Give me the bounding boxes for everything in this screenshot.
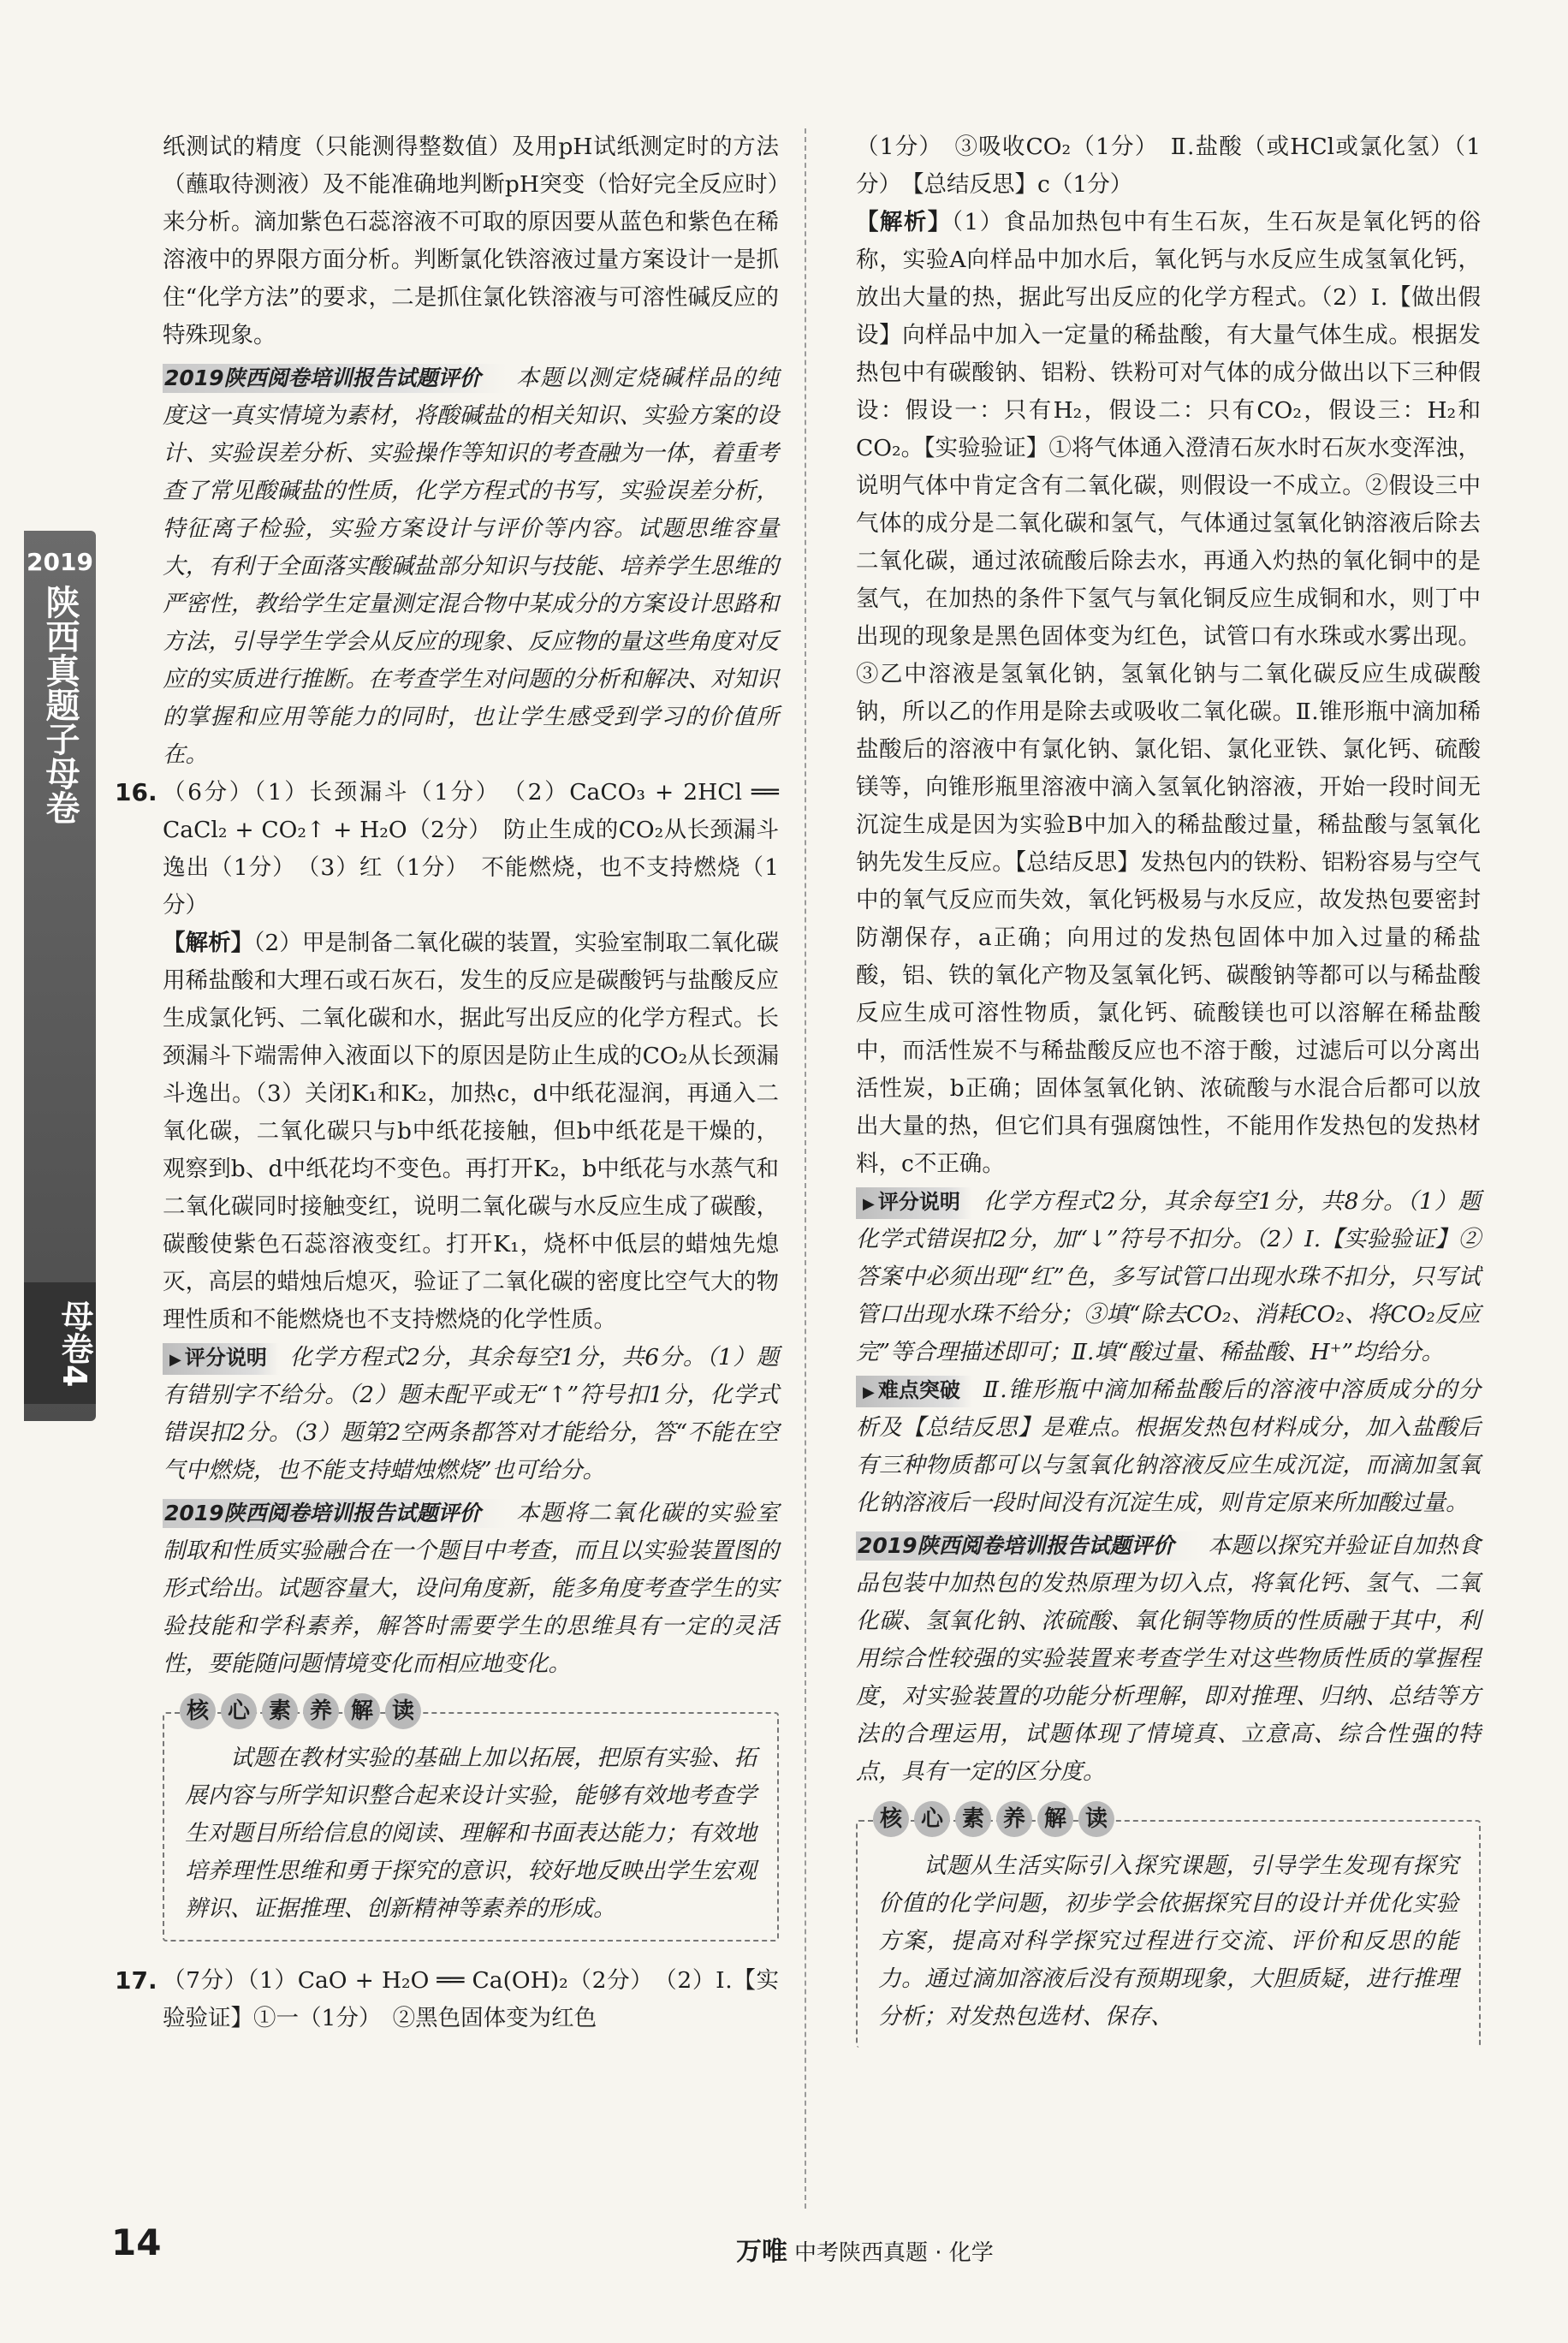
footer-text bbox=[736, 2230, 994, 2268]
report-tag-3: 2019陕西阅卷培训报告试题评价 bbox=[856, 1531, 1200, 1561]
report-evaluation-1 bbox=[163, 360, 779, 774]
report-tag-1: 2019陕西阅卷培训报告试题评价 bbox=[163, 364, 507, 393]
core-char: 读 bbox=[1078, 1801, 1114, 1837]
q17-answer: （7分）（1）CaO + H₂O ══ Ca(OH)₂（2分） （2）Ⅰ.【实验验证】①一（1分） ②黑色固体变为红色 bbox=[163, 1967, 779, 2031]
sidebar-subtitle: 母卷4 bbox=[24, 1282, 96, 1404]
right-paragraph-1: （1分） ③吸收CO₂（1分） Ⅱ.盐酸（或HCl或氯化氢）（1分） 【总结反思】c（1分） bbox=[856, 134, 1481, 198]
question-16 bbox=[115, 774, 779, 1490]
scoring-tag: ▶ 评分说明 bbox=[163, 1343, 279, 1375]
core-char: 心 bbox=[914, 1801, 950, 1837]
page-footer bbox=[0, 2221, 1568, 2273]
core-literacy-text-right: 试题从生活实际引入探究课题，引导学生发现有探究价值的化学问题，初步学会依据探究目的设计并优化实验方案，提高对科学探究过程进行交流、评价和反思的能力。通过滴加溶液后没有预期现象，大胆质疑，进行推理分析；对发热包选材、保存、 bbox=[878, 1852, 1458, 2030]
core-char: 核 bbox=[180, 1693, 216, 1729]
sidebar-tab bbox=[24, 531, 96, 1421]
difficulty-text: Ⅱ.锥形瓶中滴加稀盐酸后的溶液中溶质成分的分析及【总结反思】是难点。根据发热包材料成分，加入盐酸后有三种物质都可以与氢氧化钠溶液反应生成沉淀，而滴加氢氧化钠溶液后一段时间没有沉淀生成，则肯定原来所加酸过量。 bbox=[856, 1377, 1481, 1516]
left-paragraph-1: 纸测试的精度（只能测得整数值）及用pH试纸测定时的方法（蘸取待测液）及不能准确地判断pH突变（恰好完全反应时）来分析。滴加紫色石蕊溶液不可取的原因要从蓝色和紫色在稀溶液中的界限方面分析。判断氯化铁溶液过量方案设计一是抓住“化学方法”的要求，二是抓住氯化铁溶液与可溶性碱反应的特殊现象。 bbox=[163, 134, 779, 348]
q16-scoring-text: 化学方程式2分，其余每空1分，共6分。（1）题有错别字不给分。（2）题未配平或无“↑”符号扣1分，化学式错误扣2分。（3）题第2空两条都答对才能给分，答“不能在空气中燃烧，也不能支持蜡烛燃烧”也可给分。 bbox=[163, 1344, 779, 1484]
q16-scoring bbox=[163, 1339, 779, 1490]
report-text-2: 本题将二氧化碳的实验室制取和性质实验融合在一个题目中考查，而且以实验装置图的形式给出。试题容量大，设问角度新，能多角度考查学生的实验技能和学科素养，解答时需要学生的思维具有一定的灵活性，要能随问题情境变化而相应地变化。 bbox=[163, 1500, 779, 1677]
report-text-3: 本题以探究并验证自加热食品包装中加热包的发热原理为切入点，将氧化钙、氢气、二氧化碳、氢氧化钠、浓硫酸、氧化铜等物质的性质融于其中，利用综合性较强的实验装置来考查学生对这些物质性质的掌握程度，对实验装置的功能分析理解，即对推理、归纳、总结等方法的合理运用，试题体现了情境真、立意高、综合性强的特点，具有一定的区分度。 bbox=[856, 1532, 1481, 1785]
core-char: 解 bbox=[344, 1693, 380, 1729]
core-char: 核 bbox=[873, 1801, 909, 1837]
footer-title: 中考陕西真题 · 化学 bbox=[794, 2240, 994, 2266]
difficulty-breakthrough bbox=[856, 1371, 1481, 1522]
core-char: 素 bbox=[955, 1801, 991, 1837]
right-column bbox=[856, 128, 1481, 2068]
left-column bbox=[115, 128, 779, 2037]
question-17 bbox=[115, 1962, 779, 2037]
q16-answer: （6分）（1）长颈漏斗（1分） （2）CaCO₃ + 2HCl ══ CaCl₂ + CO₂↑ + H₂O（2分） 防止生成的CO₂从长颈漏斗逸出（1分） （3）红（1分） 不能燃烧，也不支持燃烧（1分） bbox=[163, 779, 779, 919]
right-scoring bbox=[856, 1183, 1481, 1371]
report-evaluation-2 bbox=[163, 1495, 779, 1683]
core-literacy-box-left bbox=[163, 1698, 779, 1942]
brand-logo: 万唯 bbox=[736, 2237, 787, 2267]
difficulty-tag: ▶ 难点突破 bbox=[856, 1376, 972, 1407]
q16-analysis bbox=[163, 925, 779, 1339]
right-analysis bbox=[856, 204, 1481, 1183]
column-divider bbox=[805, 128, 806, 2209]
core-char: 解 bbox=[1037, 1801, 1073, 1837]
core-char: 养 bbox=[996, 1801, 1032, 1837]
right-scoring-text: 化学方程式2分，其余每空1分，共8分。（1）题化学式错误扣2分，加“↓”符号不扣分。（2）Ⅰ.【实验验证】②答案中必须出现“红”色，多写试管口出现水珠不扣分，只写试管口出现水珠不给分；③填“除去CO₂、消耗CO₂、将CO₂反应完”等合理描述即可；Ⅱ.填“酸过量、稀盐酸、H⁺”均给分。 bbox=[856, 1188, 1481, 1365]
report-tag-2: 2019陕西阅卷培训报告试题评价 bbox=[163, 1499, 507, 1528]
question-number-16: 16. bbox=[115, 778, 157, 806]
q16-analysis-text: （2）甲是制备二氧化碳的装置，实验室制取二氧化碳用稀盐酸和大理石或石灰石，发生的反应是碳酸钙与盐酸反应生成氯化钙、二氧化碳和水，据此写出反应的化学方程式。长颈漏斗下端需伸入液面以下的原因是防止生成的CO₂从长颈漏斗逸出。（3）关闭K₁和K₂，加热c，d中纸花湿润，再通入二氧化碳，二氧化碳只与b中纸花接触，但b中纸花是干燥的，观察到b、d中纸花均不变色。再打开K₂，b中纸花与水蒸气和二氧化碳同时接触变红，说明二氧化碳与水反应生成了碳酸，碳酸使紫色石蕊溶液变红。打开K₁，烧杯中低层的蜡烛先熄灭，高层的蜡烛后熄灭，验证了二氧化碳的密度比空气大的物理性质和不能燃烧也不支持燃烧的化学性质。 bbox=[163, 930, 779, 1333]
analysis-label: 【解析】 bbox=[856, 209, 952, 235]
question-number-17: 17. bbox=[115, 1966, 157, 1995]
right-analysis-text: （1）食品加热包中有生石灰，生石灰是氧化钙的俗称，实验A向样品中加水后，氧化钙与水反应生成氢氧化钙，放出大量的热，据此写出反应的化学方程式。（2）Ⅰ.【做出假设】向样品中加入一定量的稀盐酸，有大量气体生成。根据发热包中有碳酸钠、铝粉、铁粉可对气体的成分做出以下三种假设：假设一：只有H₂，假设二：只有CO₂，假设三：H₂和CO₂。【实验验证】①将气体通入澄清石灰水时石灰水变浑浊，说明气体中肯定含有二氧化碳，则假设一不成立。②假设三中气体的成分是二氧化碳和氢气，气体通过氢氧化钠溶液后除去二氧化碳，通过浓硫酸后除去水，再通入灼热的氧化铜中的是氢气，在加热的条件下氢气与氧化铜反应生成铜和水，则丁中出现的现象是黑色固体变为红色，试管口有水珠或水雾出现。③乙中溶液是氢氧化钠，氢氧化钠与二氧化碳反应生成碳酸钠，所以乙的作用是除去或吸收二氧化碳。Ⅱ.锥形瓶中滴加稀盐酸后的溶液中有氯化钠、氯化铝、氯化亚铁、氯化钙、硫酸镁等，向锥形瓶里溶液中滴入氢氧化钠溶液，开始一段时间无沉淀生成是因为实验B中加入的稀盐酸过量，稀盐酸与氢氧化钠先发生反应。【总结反思】发热包内的铁粉、铝粉容易与空气中的氧气反应而失效，氧化钙极易与水反应，故发热包要密封防潮保存，a正确；向用过的发热包固体中加入过量的稀盐酸，铝、铁的氧化产物及氢氧化钙、碳酸钠等都可以与稀盐酸反应生成可溶性物质，氯化钙、硫酸镁也可以溶解在稀盐酸中，而活性炭不与稀盐酸反应也不溶于酸，过滤后可以分离出活性炭，b正确；固体氢氧化钠、浓硫酸与水混合后都可以放出大量的热，但它们具有强腐蚀性，不能用作发热包的发热材料，c不正确。 bbox=[856, 209, 1481, 1177]
core-literacy-text-left: 试题在教材实验的基础上加以拓展，把原有实验、拓展内容与所学知识整合起来设计实验，能够有效地考查学生对题目所给信息的阅读、理解和书面表达能力；有效地培养理性思维和勇于探究的意识，较好地反映出学生宏观辨识、证据推理、创新精神等素养的形成。 bbox=[185, 1745, 757, 1922]
sidebar-year: 2019 bbox=[27, 548, 93, 576]
analysis-label: 【解析】 bbox=[163, 930, 254, 956]
report-text-1: 本题以测定烧碱样品的纯度这一真实情境为素材，将酸碱盐的相关知识、实验方案的设计、实验误差分析、实验操作等知识的考查融为一体，着重考查了常见酸碱盐的性质，化学方程式的书写，实验误差分析，特征离子检验，实验方案设计与评价等内容。试题思维容量大，有利于全面落实酸碱盐部分知识与技能、培养学生思维的严密性，教给学生定量测定混合物中某成分的方案设计思路和方法，引导学生学会从反应的现象、反应物的量这些角度对反应的实质进行推断。在考查学生对问题的分析和解决、对知识的掌握和应用等能力的同时，也让学生感受到学习的价值所在。 bbox=[163, 365, 779, 768]
core-literacy-box-right bbox=[856, 1806, 1481, 2048]
core-literacy-title-left bbox=[180, 1693, 421, 1729]
core-char: 素 bbox=[262, 1693, 298, 1729]
core-char: 读 bbox=[385, 1693, 421, 1729]
sidebar-title: 陕西真题子母卷 bbox=[40, 585, 80, 824]
page-number: 14 bbox=[111, 2221, 162, 2263]
core-char: 心 bbox=[221, 1693, 257, 1729]
core-char: 养 bbox=[303, 1693, 339, 1729]
core-literacy-title-right bbox=[873, 1801, 1114, 1837]
scoring-tag: ▶ 评分说明 bbox=[856, 1187, 972, 1219]
report-evaluation-3 bbox=[856, 1527, 1481, 1791]
